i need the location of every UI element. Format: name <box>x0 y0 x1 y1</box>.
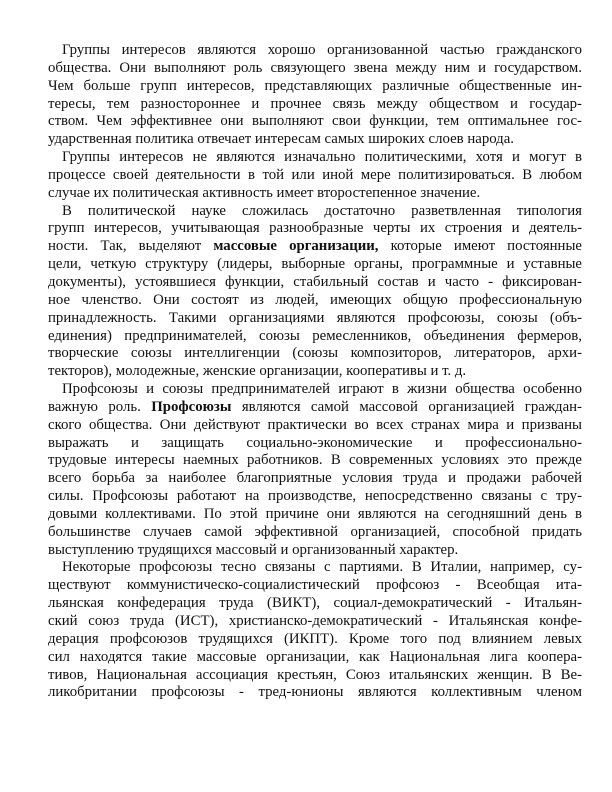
text-line: ществуют коммунистическо-социалистический профсоюз - Всеобщая ита- <box>48 577 582 594</box>
text-line: силы. Профсоюзы работают на производстве, непосредственно связаны с тру- <box>48 488 582 505</box>
text-line: ством. Чем эффективнее они выполняют свои функции, тем оптимальнее гос- <box>48 113 582 130</box>
text-line: принадлежность. Такими организациями являются профсоюзы, союзы (объ- <box>48 309 582 326</box>
text-line <box>48 399 582 417</box>
text-line: выражать и защищать социально-экономические и профессионально- <box>48 434 582 451</box>
text-line: трудовые интересы наемных работников. В современных условиях это прежде <box>48 452 582 469</box>
text-line: Некоторые профсоюзы тесно связаны с партиями. В Италии, например, су- <box>62 559 582 576</box>
text-run: важную роль. <box>48 398 152 415</box>
text-line: сил находятся такие массовые организации, как Национальная лига коопера- <box>48 648 582 665</box>
bold-term-mass-organizations: массовые организации, <box>213 238 379 255</box>
text-line: ное членство. Они состоят из людей, имеющих общую профессиональную <box>48 291 582 308</box>
text-line: процессе своей деятельности в той или иной мере политизироваться. В любом <box>48 166 582 183</box>
text-line: ликобритании профсоюзы - тред-юнионы являются коллективным членом <box>48 684 582 701</box>
text-line: довыми коллективами. По этой причине они являются на сегодняшний день в <box>48 505 582 522</box>
text-line: большинстве случаев самой эффективной организацией, способной придать <box>48 523 582 540</box>
text-line: единения) предпринимателей, союзы ремесленников, объединения фермеров, <box>48 327 582 344</box>
text-line: тересы, тем разностороннее и прочнее связь между обществом и государ- <box>48 95 582 112</box>
text-line: всего борьба за наиболее благоприятные условия труда и продажи рабочей <box>48 470 582 487</box>
text-line: документы), устоявшиеся функции, стабильный состав и часто - фиксирован- <box>48 273 582 290</box>
text-line: дерация профсоюзов трудящихся (ИКПТ). Кроме того под влиянием левых <box>48 630 582 647</box>
text-line: льянская конфедерация труда (ВИКТ), социал-демократический - Итальян- <box>48 595 582 612</box>
text-line: ский союз труда (ИСТ), христианско-демократический - Итальянская конфе- <box>48 613 582 629</box>
text-line <box>48 238 582 256</box>
text-line: ударственная политика отвечает интересам самых широких слоев народа. <box>48 131 514 148</box>
text-line: В политической науке сложилась достаточно разветвленная типология <box>62 202 582 219</box>
text-line: общества. Они выполняют роль связующего звена между ним и государством. <box>48 59 582 76</box>
text-line: Группы интересов являются хорошо организованной частью гражданского <box>62 42 582 58</box>
text-line: случае их политическая активность имеет второстепенное значение. <box>48 184 481 201</box>
text-line: текторов), молодежные, женские организации, кооперативы и т. д. <box>48 363 467 380</box>
text-line: групп интересов, учитывающая разнообразные черты их строения и деятель- <box>48 220 582 237</box>
text-line: Чем больше групп интересов, представляющих различные общественные ин- <box>48 77 582 94</box>
text-line: цели, четкую структуру (лидеры, выборные органы, программные и уставные <box>48 256 582 273</box>
text-run: которые имеют постоянные <box>378 238 582 255</box>
text-line: ского общества. Они действуют практически во всех странах мира и призваны <box>48 416 582 433</box>
body-text <box>48 42 582 702</box>
text-line: Профсоюзы и союзы предпринимателей играют в жизни общества особенно <box>62 381 582 398</box>
text-line: Группы интересов не являются изначально политическими, хотя и могут в <box>62 149 582 166</box>
text-line: творческие союзы интеллигенции (союзы композиторов, литераторов, архи- <box>48 345 582 362</box>
text-run: являются самой массовой организацией граждан- <box>231 398 582 415</box>
text-line: тивов, Национальная ассоциация крестьян, Союз итальянских женщин. В Ве- <box>48 666 582 683</box>
bold-term-trade-unions: Профсоюзы <box>151 398 232 415</box>
text-line: выступлению трудящихся массовый и организованный характер. <box>48 541 459 558</box>
text-run: ности. Так, выделяют <box>48 238 214 255</box>
